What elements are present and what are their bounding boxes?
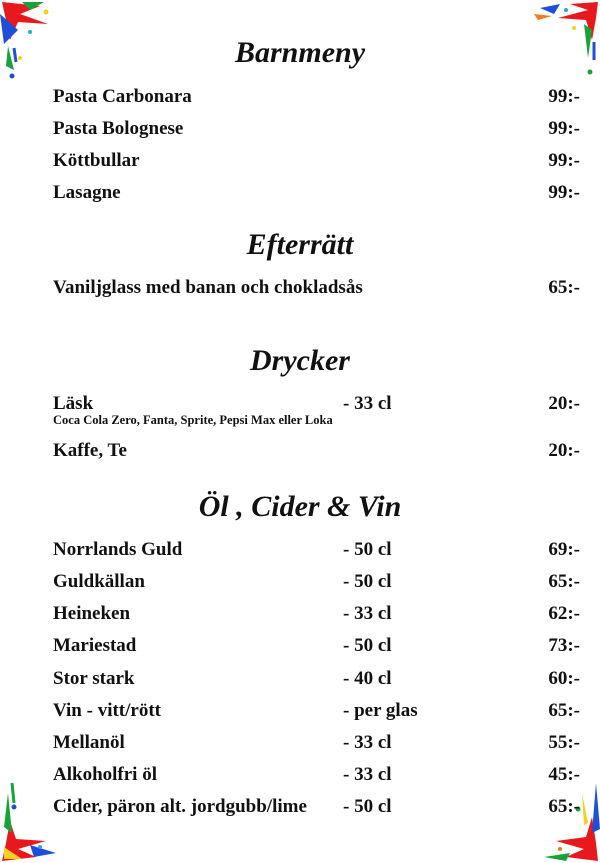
section-title-efterratt: Efterrätt xyxy=(246,228,354,261)
menu-item-size: - 50 cl xyxy=(343,571,392,592)
menu-item-name: Vaniljglass med banan och chokladsås xyxy=(53,277,363,298)
menu-item xyxy=(53,180,580,206)
menu-item-price: 65:- xyxy=(548,277,580,298)
menu-item-name: Mariestad xyxy=(53,635,137,656)
menu-item-price: 69:- xyxy=(548,539,580,560)
menu-item xyxy=(53,438,580,464)
menu-item-size: - per glas xyxy=(343,700,418,721)
menu-item-price: 55:- xyxy=(548,732,580,753)
menu-item xyxy=(53,666,580,692)
menu-item-size: - 33 cl xyxy=(343,764,392,785)
menu-item-size: - 33 cl xyxy=(343,603,392,624)
menu-item-name: Stor stark xyxy=(53,668,135,689)
menu-item xyxy=(53,794,580,820)
menu-item xyxy=(53,275,580,301)
menu-item-name: Cider, päron alt. jordgubb/lime xyxy=(53,796,307,817)
menu-item xyxy=(53,148,580,174)
menu-item-price: 65:- xyxy=(548,700,580,721)
menu-item-name: Alkoholfri öl xyxy=(53,764,157,785)
menu-item-name: Kaffe, Te xyxy=(53,440,127,461)
menu-item xyxy=(53,601,580,627)
menu-item-price: 99:- xyxy=(548,118,580,139)
menu-item xyxy=(53,730,580,756)
menu-item-price: 99:- xyxy=(548,150,580,171)
menu-item-size: - 40 cl xyxy=(343,668,392,689)
menu-item xyxy=(53,116,580,142)
menu-item-price: 65:- xyxy=(548,571,580,592)
menu-item-name: Pasta Carbonara xyxy=(53,86,192,107)
menu-item-size: - 50 cl xyxy=(343,539,392,560)
menu-item-name: Heineken xyxy=(53,603,131,624)
menu-item-price: 20:- xyxy=(548,440,580,461)
menu-item-size: - 50 cl xyxy=(343,796,392,817)
section-title-ol-cider-vin: Öl , Cider & Vin xyxy=(198,490,402,523)
menu-item-price: 60:- xyxy=(548,668,580,689)
menu-item-size: - 33 cl xyxy=(343,732,392,753)
menu-item-name: Vin - vitt/rött xyxy=(53,700,161,721)
menu-item-size: - 33 cl xyxy=(343,393,392,414)
menu-item-size: - 50 cl xyxy=(343,635,392,656)
menu-item-name: Norrlands Guld xyxy=(53,539,183,560)
menu-item-name: Pasta Bolognese xyxy=(53,118,184,139)
menu-item xyxy=(53,698,580,724)
section-title-barnmeny: Barnmeny xyxy=(234,36,366,69)
menu-item xyxy=(53,537,580,563)
menu-item-note: Coca Cola Zero, Fanta, Sprite, Pepsi Max eller Loka xyxy=(53,413,333,427)
menu-item-price: 62:- xyxy=(548,603,580,624)
menu-item xyxy=(53,762,580,788)
menu-item-price: 99:- xyxy=(548,182,580,203)
menu-item-price: 73:- xyxy=(548,635,580,656)
menu-item-price: 65:- xyxy=(548,796,580,817)
menu-item xyxy=(53,569,580,595)
menu-item-price: 99:- xyxy=(548,86,580,107)
menu-item-name: Läsk xyxy=(53,393,94,414)
menu-item-name: Köttbullar xyxy=(53,150,140,171)
menu-item-name: Guldkällan xyxy=(53,571,145,592)
section-title-drycker: Drycker xyxy=(250,344,350,377)
menu-item-name: Lasagne xyxy=(53,182,121,203)
menu-item xyxy=(53,633,580,659)
menu-item-price: 45:- xyxy=(548,764,580,785)
menu-item xyxy=(53,84,580,110)
menu-item-name: Mellanöl xyxy=(53,732,125,753)
menu-item-price: 20:- xyxy=(548,393,580,414)
